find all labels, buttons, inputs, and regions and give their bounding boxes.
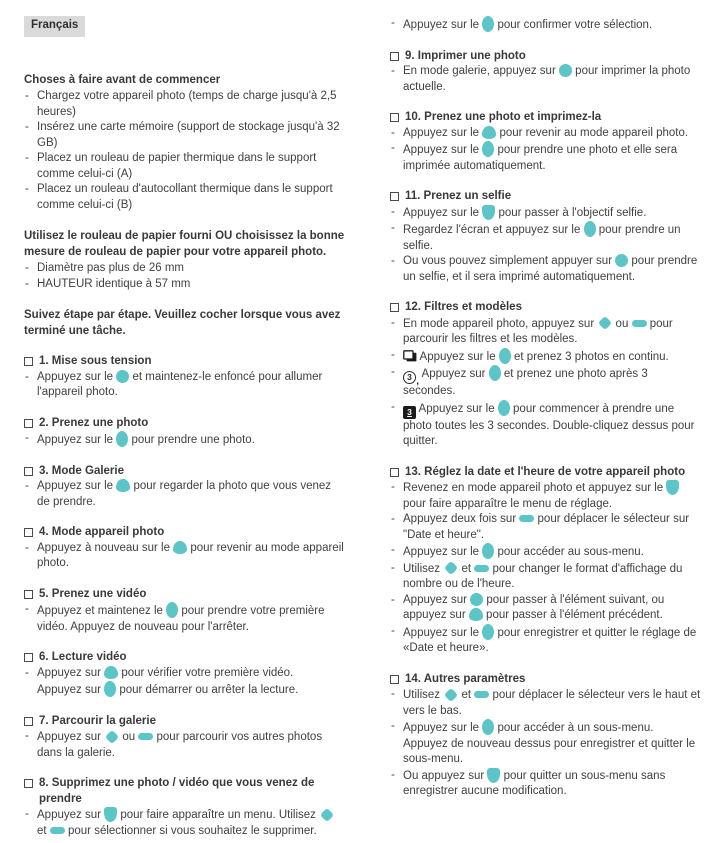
diamond-button-icon bbox=[597, 316, 612, 331]
step-checkbox bbox=[24, 653, 33, 662]
round-button-icon bbox=[615, 254, 628, 267]
step-title-text: 6. Lecture vidéo bbox=[39, 651, 127, 663]
instruction-line: - Appuyez sur le pour prendre une photo et elle sera imprimée automatiquement. bbox=[390, 141, 702, 174]
oval-button-icon bbox=[489, 365, 501, 381]
step bbox=[24, 416, 346, 449]
step-title bbox=[24, 714, 346, 730]
oval-button-icon bbox=[499, 348, 511, 364]
instruction-line: - Appuyez sur pour vérifier votre première vidéo. bbox=[24, 666, 346, 682]
list-item: - Insérez une carte mémoire (support de stockage jusqu'à 32 GB) bbox=[24, 120, 346, 151]
list-item: - Placez un rouleau de papier thermique dans le support comme celui-ci (A) bbox=[24, 151, 346, 182]
step bbox=[24, 525, 346, 572]
oval-button-icon bbox=[482, 141, 494, 157]
instruction-line: - Utilisez et pour changer le format d'affichage du nombre ou de l'heure. bbox=[390, 561, 702, 593]
step-title bbox=[390, 300, 702, 316]
instruction-line: - Appuyez sur le pour confirmer votre sélection. bbox=[390, 16, 702, 34]
step-title-text: 13. Réglez la date et l'heure de votre appareil photo bbox=[405, 465, 686, 478]
step-title bbox=[24, 587, 346, 603]
instruction-line: - Appuyez sur le pour regarder la photo que vous venez de prendre. bbox=[24, 479, 346, 510]
bullet-list bbox=[24, 261, 346, 292]
left-column bbox=[24, 16, 346, 843]
instruction-line: - En mode galerie, appuyez sur pour imprimer la photo actuelle. bbox=[390, 64, 702, 95]
round-button-icon bbox=[116, 370, 129, 383]
step-checkbox bbox=[390, 113, 399, 122]
section-heading: Suivez étape par étape. Veuillez cocher lorsque vous avez terminé une tâche. bbox=[24, 309, 341, 337]
step bbox=[24, 650, 346, 699]
step-title bbox=[24, 354, 346, 370]
bullet-list bbox=[24, 89, 346, 213]
pill-button-icon bbox=[138, 733, 153, 740]
step-title-text: 1. Mise sous tension bbox=[39, 355, 152, 367]
oval-button-icon bbox=[482, 16, 494, 32]
instruction-line: - Appuyez sur ou pour parcourir vos autres photos dans la galerie. bbox=[24, 729, 346, 761]
instruction-line: - Appuyez sur le pour prendre une photo. bbox=[24, 431, 346, 449]
instruction-line: - Appuyez sur le et maintenez-le enfoncé pour allumer l'appareil photo. bbox=[24, 370, 346, 401]
step bbox=[24, 587, 346, 636]
step bbox=[390, 110, 702, 174]
step bbox=[390, 465, 702, 657]
step-checkbox bbox=[390, 192, 399, 201]
diamond-button-icon bbox=[443, 687, 458, 702]
step-title-text: 10. Prenez une photo et imprimez-la bbox=[405, 111, 602, 123]
step bbox=[390, 672, 702, 800]
continuation-lines bbox=[390, 16, 702, 34]
instruction-line: - 3 , Appuyez sur et prenez une photo après 3 secondes. bbox=[390, 365, 702, 400]
step-checkbox bbox=[24, 357, 33, 366]
diamond-button-icon bbox=[104, 729, 119, 744]
pill-button-icon bbox=[519, 515, 534, 522]
oval-button-icon bbox=[584, 221, 596, 237]
step-title-text: 12. Filtres et modèles bbox=[405, 301, 522, 313]
language-tag-row bbox=[24, 16, 346, 57]
oval-button-icon bbox=[482, 719, 494, 735]
step-title bbox=[24, 525, 346, 541]
instruction-line: - 3 Appuyez sur le pour commencer à prendre une photo toutes les 3 secondes. Double-cliquez dessus pour quitter. bbox=[390, 400, 702, 450]
shield-button-icon bbox=[487, 768, 500, 783]
instruction-line: Appuyez de nouveau dessus pour enregistrer et quitter le sous-menu. bbox=[403, 737, 696, 765]
step-title bbox=[390, 465, 702, 481]
instruction-line: - Appuyez sur le pour enregistrer et quitter le réglage de «Date et heure». bbox=[390, 624, 702, 657]
shield-button-icon bbox=[666, 480, 679, 495]
pill-button-icon bbox=[474, 565, 489, 572]
instruction-line: - Appuyez sur le pour revenir au mode appareil photo. bbox=[390, 126, 702, 142]
list-item: - Chargez votre appareil photo (temps de charge jusqu'à 2,5 heures) bbox=[24, 89, 346, 120]
step-title bbox=[24, 416, 346, 432]
list-item: - Diamètre pas plus de 26 mm bbox=[24, 261, 346, 277]
step-title-text: 3. Mode Galerie bbox=[39, 464, 125, 477]
timer-3s-icon: 3 , bbox=[403, 371, 416, 384]
instruction-line: Appuyez sur pour démarrer ou arrêter la lecture. bbox=[24, 681, 346, 699]
step-checkbox bbox=[24, 419, 33, 428]
teardrop-button-icon bbox=[482, 126, 496, 139]
oval-button-icon bbox=[166, 602, 178, 618]
instruction-line: - Appuyez deux fois sur pour déplacer le sélecteur sur "Date et heure". bbox=[390, 512, 702, 543]
step-title-text: 2. Prenez une photo bbox=[39, 416, 149, 429]
step-title bbox=[390, 189, 702, 205]
pill-button-icon bbox=[474, 691, 489, 698]
step-checkbox bbox=[24, 779, 33, 788]
round-button-icon bbox=[559, 64, 572, 77]
step-checkbox bbox=[390, 52, 399, 61]
pill-button-icon bbox=[632, 320, 647, 327]
step bbox=[24, 776, 346, 839]
step-title-text: 4. Mode appareil photo bbox=[39, 526, 165, 538]
teardrop-button-icon bbox=[173, 541, 187, 554]
oval-button-icon bbox=[482, 624, 494, 640]
diamond-button-icon bbox=[319, 807, 334, 822]
teardrop-button-icon bbox=[469, 608, 483, 621]
step-title-text: 8. Supprimez une photo / vidéo que vous venez de prendre bbox=[39, 777, 315, 805]
step bbox=[390, 49, 702, 96]
shield-button-icon bbox=[482, 205, 495, 220]
section-heading: Utilisez le rouleau de papier fourni OU choisissez la bonne mesure de rouleau de papier pour votre appareil photo. bbox=[24, 230, 345, 258]
step-checkbox bbox=[390, 675, 399, 684]
step bbox=[24, 354, 346, 401]
step bbox=[24, 714, 346, 762]
list-item: - Placez un rouleau d'autocollant thermique dans le support comme celui-ci (B) bbox=[24, 182, 346, 213]
shield-button-icon bbox=[104, 807, 117, 822]
instruction-line: - Appuyez sur pour faire apparaître un menu. Utilisez et pour sélectionner si vous souhaitez le supprimer. bbox=[24, 807, 346, 839]
instruction-line: - Ou vous pouvez simplement appuyer sur pour prendre un selfie, et il sera imprimé automatiquement. bbox=[390, 254, 702, 285]
step-checkbox bbox=[390, 303, 399, 312]
instruction-line: - Regardez l'écran et appuyez sur le pour prendre un selfie. bbox=[390, 221, 702, 254]
step-title-text: 7. Parcourir la galerie bbox=[39, 714, 156, 727]
step-title-text: 5. Prenez une vidéo bbox=[39, 587, 147, 600]
teardrop-button-icon bbox=[116, 479, 130, 492]
list-item: - HAUTEUR identique à 57 mm bbox=[24, 277, 346, 293]
pill-button-icon bbox=[50, 827, 65, 834]
oval-button-icon bbox=[104, 681, 116, 697]
oval-button-icon bbox=[116, 431, 128, 447]
step-title-text: 14. Autres paramètres bbox=[405, 672, 526, 685]
instruction-line: - Appuyez sur le pour passer à l'objectif selfie. bbox=[390, 205, 702, 222]
step-title-text: 9. Imprimer une photo bbox=[405, 49, 526, 62]
instruction-line: - Appuyez sur le pour accéder au sous-menu. bbox=[390, 543, 702, 561]
step bbox=[24, 464, 346, 511]
round-button-icon bbox=[470, 593, 483, 606]
interval-3s-icon: 3 bbox=[403, 406, 416, 419]
step-title bbox=[24, 650, 346, 666]
step bbox=[390, 189, 702, 285]
teardrop-button-icon bbox=[104, 666, 118, 679]
step-title bbox=[390, 672, 702, 688]
step-checkbox bbox=[390, 468, 399, 477]
instruction-line: - Appuyez sur le pour accéder à un sous-menu. bbox=[390, 719, 702, 737]
instruction-line: - Appuyez à nouveau sur le pour revenir au mode appareil photo. bbox=[24, 541, 346, 572]
step-title bbox=[390, 110, 702, 126]
instruction-line: - Appuyez sur pour passer à l'élément suivant, ou appuyez sur pour passer à l'élément précédent. bbox=[390, 593, 702, 624]
oval-button-icon bbox=[482, 543, 494, 559]
step-title bbox=[24, 464, 346, 480]
step-title-text: 11. Prenez un selfie bbox=[405, 190, 512, 202]
instruction-line: - Ou appuyez sur pour quitter un sous-menu sans enregistrer aucune modification. bbox=[390, 768, 702, 800]
step bbox=[390, 300, 702, 450]
diamond-button-icon bbox=[443, 561, 458, 576]
oval-button-icon bbox=[498, 400, 510, 416]
step-checkbox bbox=[24, 717, 33, 726]
step-title bbox=[24, 776, 346, 807]
right-column bbox=[390, 16, 702, 843]
instruction-line: - Utilisez et pour déplacer le sélecteur vers le haut et vers le bas. bbox=[390, 687, 702, 719]
instruction-line: - Revenez en mode appareil photo et appuyez sur le pour faire apparaître le menu de réglage. bbox=[390, 480, 702, 512]
step-checkbox bbox=[24, 467, 33, 476]
burst-mode-icon bbox=[403, 350, 417, 362]
step-checkbox bbox=[24, 528, 33, 537]
instruction-line: - Appuyez et maintenez le pour prendre votre première vidéo. Appuyez de nouveau pour l'arrêter. bbox=[24, 602, 346, 635]
instruction-line: - Appuyez sur le et prenez 3 photos en continu. bbox=[390, 348, 702, 366]
section-heading: Choses à faire avant de commencer bbox=[24, 73, 221, 86]
language-tag: Français bbox=[24, 16, 85, 37]
step-title bbox=[390, 49, 702, 65]
instruction-line: - En mode appareil photo, appuyez sur ou pour parcourir les filtres et les modèles. bbox=[390, 316, 702, 348]
step-checkbox bbox=[24, 590, 33, 599]
